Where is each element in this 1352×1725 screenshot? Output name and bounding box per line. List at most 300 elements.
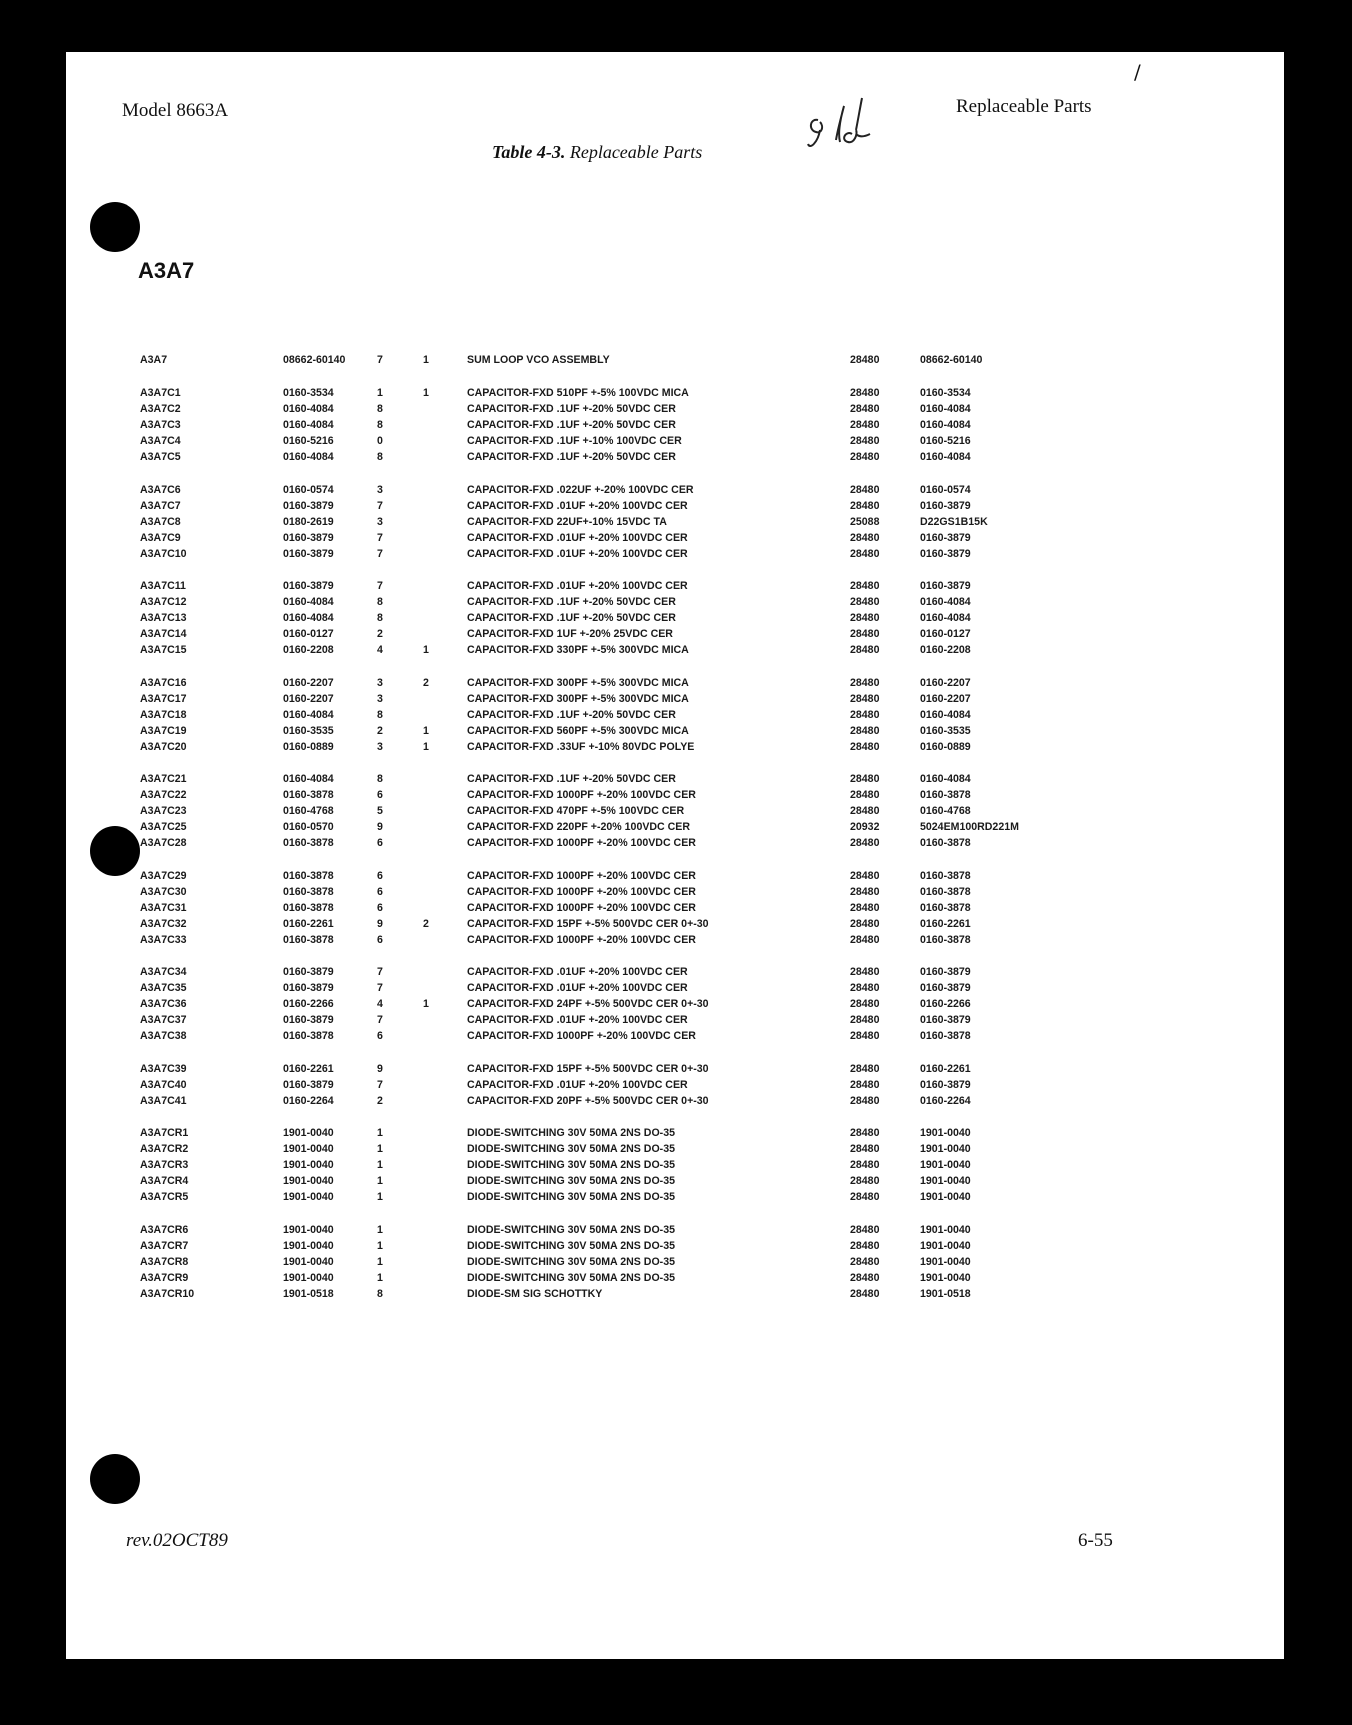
mfr-part-number: 1901-0040 — [920, 1159, 971, 1171]
mfr-code: 28480 — [850, 676, 880, 689]
mfr-code: 28480 — [850, 724, 880, 737]
mfr-code: 28480 — [850, 1094, 880, 1107]
reference-designator: A3A7C25 — [140, 821, 187, 833]
mfr-part-number: 1901-0040 — [920, 1127, 971, 1139]
description: CAPACITOR-FXD .01UF +-20% 100VDC CER — [467, 499, 688, 512]
reference-designator: A3A7C34 — [140, 966, 187, 978]
mfr-code: 28480 — [850, 1287, 880, 1300]
check-digit: 1 — [377, 1271, 383, 1284]
description: CAPACITOR-FXD 470PF +-5% 100VDC CER — [467, 805, 685, 817]
reference-designator: A3A7C18 — [140, 708, 187, 721]
mfr-part-number: 0160-3879 — [920, 499, 971, 512]
description: CAPACITOR-FXD 300PF +-5% 300VDC MICA — [467, 692, 689, 705]
description: DIODE-SWITCHING 30V 50MA 2NS DO-35 — [467, 1223, 675, 1236]
hp-part-number: 1901-0040 — [283, 1239, 334, 1252]
hp-part-number: 0160-3879 — [283, 547, 334, 560]
reference-designator: A3A7C10 — [140, 547, 187, 560]
mfr-part-number: 0160-3878 — [920, 1030, 971, 1042]
hp-part-number: 0160-3878 — [283, 837, 334, 849]
mfr-code: 28480 — [850, 499, 880, 512]
description: CAPACITOR-FXD .33UF +-10% 80VDC POLYE — [467, 740, 695, 753]
check-digit: 7 — [377, 966, 383, 978]
binder-hole — [90, 202, 140, 252]
quantity: 2 — [423, 917, 429, 930]
hp-part-number: 1901-0040 — [283, 1223, 334, 1236]
hp-part-number: 0160-4768 — [283, 805, 334, 817]
description: CAPACITOR-FXD 24PF +-5% 500VDC CER 0+-30 — [467, 998, 709, 1010]
description: DIODE-SWITCHING 30V 50MA 2NS DO-35 — [467, 1127, 675, 1139]
mfr-code: 28480 — [850, 1271, 880, 1284]
check-digit: 1 — [377, 1127, 383, 1139]
description: CAPACITOR-FXD .1UF +-20% 50VDC CER — [467, 419, 676, 431]
check-digit: 6 — [377, 1030, 383, 1042]
reference-designator: A3A7C8 — [140, 515, 181, 528]
description: CAPACITOR-FXD .01UF +-20% 100VDC CER — [467, 580, 688, 592]
mfr-code: 28480 — [850, 644, 880, 656]
mfr-code: 20932 — [850, 821, 880, 833]
hp-part-number: 08662-60140 — [283, 354, 346, 366]
hp-part-number: 1901-0040 — [283, 1175, 334, 1187]
mfr-part-number: 1901-0040 — [920, 1255, 971, 1268]
reference-designator: A3A7C7 — [140, 499, 181, 512]
hp-part-number: 0160-3879 — [283, 531, 334, 544]
hp-part-number: 0160-2208 — [283, 644, 334, 656]
hp-part-number: 0160-3879 — [283, 1078, 334, 1091]
mfr-code: 28480 — [850, 1223, 880, 1236]
mfr-part-number: 0160-2208 — [920, 644, 971, 656]
hp-part-number: 0160-4084 — [283, 419, 334, 431]
hp-part-number: 0160-3878 — [283, 869, 334, 882]
mfr-part-number: 0160-3878 — [920, 901, 971, 914]
description: CAPACITOR-FXD .1UF +-20% 50VDC CER — [467, 451, 676, 463]
mfr-part-number: 0160-4084 — [920, 596, 971, 608]
mfr-code: 28480 — [850, 1143, 880, 1155]
mfr-part-number: D22GS1B15K — [920, 515, 988, 528]
description: DIODE-SWITCHING 30V 50MA 2NS DO-35 — [467, 1239, 675, 1252]
mfr-code: 28480 — [850, 387, 880, 399]
description: CAPACITOR-FXD 220PF +-20% 100VDC CER — [467, 821, 691, 833]
reference-designator: A3A7C35 — [140, 982, 187, 994]
hp-part-number: 0160-0127 — [283, 628, 334, 640]
reference-designator: A3A7C32 — [140, 917, 187, 930]
check-digit: 8 — [377, 596, 383, 608]
binder-hole — [90, 1454, 140, 1504]
reference-designator: A3A7C41 — [140, 1094, 187, 1107]
reference-designator: A3A7C39 — [140, 1062, 187, 1075]
check-digit: 6 — [377, 789, 383, 801]
mfr-code: 28480 — [850, 403, 880, 415]
description: CAPACITOR-FXD 15PF +-5% 500VDC CER 0+-30 — [467, 917, 709, 930]
check-digit: 7 — [377, 531, 383, 544]
reference-designator: A3A7C38 — [140, 1030, 187, 1042]
section-header: Replaceable Parts — [956, 96, 1092, 117]
hp-part-number: 0160-2261 — [283, 1062, 334, 1075]
reference-designator: A3A7C12 — [140, 596, 187, 608]
check-digit: 6 — [377, 885, 383, 898]
description: CAPACITOR-FXD .01UF +-20% 100VDC CER — [467, 1078, 688, 1091]
check-digit: 4 — [377, 644, 383, 656]
description: CAPACITOR-FXD .1UF +-20% 50VDC CER — [467, 708, 676, 721]
mfr-part-number: 0160-3879 — [920, 547, 971, 560]
mfr-code: 28480 — [850, 1127, 880, 1139]
reference-designator: A3A7C23 — [140, 805, 187, 817]
mfr-code: 28480 — [850, 596, 880, 608]
check-digit: 1 — [377, 1255, 383, 1268]
reference-designator: A3A7CR2 — [140, 1143, 189, 1155]
mfr-code: 28480 — [850, 1159, 880, 1171]
description: CAPACITOR-FXD 1000PF +-20% 100VDC CER — [467, 1030, 696, 1042]
section-title: A3A7 — [138, 258, 195, 283]
description: CAPACITOR-FXD 1000PF +-20% 100VDC CER — [467, 885, 696, 898]
reference-designator: A3A7 — [140, 354, 168, 366]
quantity: 1 — [423, 740, 429, 753]
check-digit: 8 — [377, 1287, 383, 1300]
mfr-part-number: 0160-4084 — [920, 773, 971, 785]
mfr-part-number: 0160-4084 — [920, 419, 971, 431]
description: CAPACITOR-FXD .01UF +-20% 100VDC CER — [467, 982, 688, 994]
table-title — [492, 142, 702, 163]
mfr-code: 28480 — [850, 901, 880, 914]
mfr-part-number: 1901-0040 — [920, 1271, 971, 1284]
reference-designator: A3A7CR5 — [140, 1191, 189, 1203]
mfr-part-number: 0160-3878 — [920, 869, 971, 882]
description: DIODE-SWITCHING 30V 50MA 2NS DO-35 — [467, 1255, 675, 1268]
description: DIODE-SWITCHING 30V 50MA 2NS DO-35 — [467, 1271, 675, 1284]
reference-designator: A3A7C3 — [140, 419, 181, 431]
mfr-part-number: 0160-3879 — [920, 966, 971, 978]
mfr-code: 28480 — [850, 805, 880, 817]
reference-designator: A3A7C31 — [140, 901, 187, 914]
mfr-part-number: 0160-4084 — [920, 708, 971, 721]
reference-designator: A3A7C19 — [140, 724, 187, 737]
hp-part-number: 0160-2266 — [283, 998, 334, 1010]
reference-designator: A3A7C5 — [140, 451, 181, 463]
mfr-code: 28480 — [850, 933, 880, 946]
mfr-part-number: 0160-4768 — [920, 805, 971, 817]
reference-designator: A3A7CR7 — [140, 1239, 189, 1252]
mfr-part-number: 0160-5216 — [920, 435, 971, 447]
model-header: Model 8663A — [122, 100, 229, 121]
check-digit: 1 — [377, 1159, 383, 1171]
hp-part-number: 0160-4084 — [283, 403, 334, 415]
check-digit: 3 — [377, 515, 383, 528]
mfr-part-number: 1901-0040 — [920, 1143, 971, 1155]
mfr-code: 28480 — [850, 708, 880, 721]
reference-designator: A3A7C6 — [140, 483, 181, 496]
document-page — [66, 52, 1284, 1659]
mfr-code: 28480 — [850, 789, 880, 801]
mfr-part-number: 0160-3878 — [920, 837, 971, 849]
check-digit: 2 — [377, 724, 383, 737]
check-digit: 7 — [377, 580, 383, 592]
mfr-code: 28480 — [850, 692, 880, 705]
mfr-code: 28480 — [850, 1078, 880, 1091]
description: CAPACITOR-FXD 1000PF +-20% 100VDC CER — [467, 837, 696, 849]
description: DIODE-SM SIG SCHOTTKY — [467, 1287, 603, 1300]
check-digit: 6 — [377, 901, 383, 914]
description: DIODE-SWITCHING 30V 50MA 2NS DO-35 — [467, 1143, 675, 1155]
description: CAPACITOR-FXD 22UF+-10% 15VDC TA — [467, 515, 667, 528]
reference-designator: A3A7C17 — [140, 692, 187, 705]
check-digit: 3 — [377, 740, 383, 753]
reference-designator: A3A7C37 — [140, 1014, 187, 1026]
check-digit: 6 — [377, 869, 383, 882]
reference-designator: A3A7C9 — [140, 531, 181, 544]
check-digit: 8 — [377, 773, 383, 785]
reference-designator: A3A7CR1 — [140, 1127, 189, 1139]
hp-part-number: 0160-2207 — [283, 692, 334, 705]
description: CAPACITOR-FXD 510PF +-5% 100VDC MICA — [467, 387, 689, 399]
reference-designator: A3A7C15 — [140, 644, 187, 656]
check-digit: 7 — [377, 354, 383, 366]
mfr-part-number: 0160-3878 — [920, 789, 971, 801]
description: CAPACITOR-FXD .1UF +-20% 50VDC CER — [467, 612, 676, 624]
mfr-code: 28480 — [850, 1175, 880, 1187]
check-digit: 5 — [377, 805, 383, 817]
mfr-code: 28480 — [850, 435, 880, 447]
check-digit: 8 — [377, 419, 383, 431]
quantity: 1 — [423, 644, 429, 656]
description: CAPACITOR-FXD 1000PF +-20% 100VDC CER — [467, 933, 696, 946]
mfr-code: 28480 — [850, 1191, 880, 1203]
mfr-part-number: 5024EM100RD221M — [920, 821, 1019, 833]
hp-part-number: 0160-4084 — [283, 451, 334, 463]
check-digit: 3 — [377, 676, 383, 689]
check-digit: 9 — [377, 821, 383, 833]
description: CAPACITOR-FXD .022UF +-20% 100VDC CER — [467, 483, 694, 496]
reference-designator: A3A7CR4 — [140, 1175, 189, 1187]
check-digit: 9 — [377, 1062, 383, 1075]
description: CAPACITOR-FXD 1000PF +-20% 100VDC CER — [467, 869, 696, 882]
page-number: 6-55 — [1078, 1530, 1113, 1551]
reference-designator: A3A7CR3 — [140, 1159, 189, 1171]
description: CAPACITOR-FXD 1UF +-20% 25VDC CER — [467, 628, 673, 640]
reference-designator: A3A7C21 — [140, 773, 187, 785]
description: DIODE-SWITCHING 30V 50MA 2NS DO-35 — [467, 1175, 675, 1187]
reference-designator: A3A7C28 — [140, 837, 187, 849]
mfr-part-number: 0160-3534 — [920, 387, 971, 399]
hp-part-number: 0160-3878 — [283, 1030, 334, 1042]
reference-designator: A3A7C20 — [140, 740, 187, 753]
check-digit: 7 — [377, 1078, 383, 1091]
hp-part-number: 1901-0040 — [283, 1127, 334, 1139]
mfr-part-number: 0160-2264 — [920, 1094, 971, 1107]
mfr-part-number: 1901-0040 — [920, 1175, 971, 1187]
mfr-part-number: 0160-0889 — [920, 740, 971, 753]
hp-part-number: 0160-3879 — [283, 499, 334, 512]
check-digit: 0 — [377, 435, 383, 447]
binder-hole — [90, 826, 140, 876]
check-digit: 2 — [377, 1094, 383, 1107]
mfr-code: 28480 — [850, 483, 880, 496]
check-digit: 8 — [377, 612, 383, 624]
reference-designator: A3A7C2 — [140, 403, 181, 415]
mfr-part-number: 0160-3879 — [920, 982, 971, 994]
hp-part-number: 0160-3878 — [283, 789, 334, 801]
reference-designator: A3A7C4 — [140, 435, 181, 447]
mfr-code: 28480 — [850, 451, 880, 463]
mfr-code: 28480 — [850, 1239, 880, 1252]
hp-part-number: 0160-4084 — [283, 596, 334, 608]
quantity: 1 — [423, 998, 429, 1010]
reference-designator: A3A7CR8 — [140, 1255, 189, 1268]
hp-part-number: 0160-4084 — [283, 773, 334, 785]
check-digit: 2 — [377, 628, 383, 640]
check-digit: 1 — [377, 1143, 383, 1155]
mfr-part-number: 1901-0518 — [920, 1287, 971, 1300]
hp-part-number: 1901-0040 — [283, 1255, 334, 1268]
mfr-part-number: 0160-4084 — [920, 403, 971, 415]
mfr-part-number: 0160-2261 — [920, 1062, 971, 1075]
hp-part-number: 0160-5216 — [283, 435, 334, 447]
reference-designator: A3A7C29 — [140, 869, 187, 882]
revision-footer: rev.02OCT89 — [126, 1530, 228, 1551]
mfr-part-number: 08662-60140 — [920, 354, 983, 366]
description: CAPACITOR-FXD 1000PF +-20% 100VDC CER — [467, 901, 696, 914]
description: CAPACITOR-FXD .1UF +-20% 50VDC CER — [467, 773, 676, 785]
mfr-code: 28480 — [850, 1255, 880, 1268]
mfr-code: 28480 — [850, 966, 880, 978]
hp-part-number: 0160-2261 — [283, 917, 334, 930]
mfr-part-number: 0160-3879 — [920, 1014, 971, 1026]
description: CAPACITOR-FXD .1UF +-20% 50VDC CER — [467, 403, 676, 415]
mfr-code: 28480 — [850, 998, 880, 1010]
pen-mark: / — [1134, 60, 1141, 84]
check-digit: 3 — [377, 483, 383, 496]
check-digit: 8 — [377, 451, 383, 463]
mfr-part-number: 0160-3535 — [920, 724, 971, 737]
check-digit: 6 — [377, 837, 383, 849]
mfr-part-number: 0160-3879 — [920, 580, 971, 592]
hp-part-number: 0160-3879 — [283, 966, 334, 978]
description: CAPACITOR-FXD 330PF +-5% 300VDC MICA — [467, 644, 689, 656]
mfr-part-number: 0160-2207 — [920, 676, 971, 689]
mfr-part-number: 1901-0040 — [920, 1223, 971, 1236]
mfr-code: 28480 — [850, 547, 880, 560]
mfr-code: 28480 — [850, 1030, 880, 1042]
check-digit: 9 — [377, 917, 383, 930]
mfr-part-number: 0160-2207 — [920, 692, 971, 705]
check-digit: 7 — [377, 547, 383, 560]
description: CAPACITOR-FXD 1000PF +-20% 100VDC CER — [467, 789, 696, 801]
hp-part-number: 0160-2207 — [283, 676, 334, 689]
check-digit: 8 — [377, 708, 383, 721]
check-digit: 1 — [377, 1175, 383, 1187]
hp-part-number: 0160-3879 — [283, 1014, 334, 1026]
hp-part-number: 1901-0518 — [283, 1287, 334, 1300]
hp-part-number: 0180-2619 — [283, 515, 334, 528]
mfr-part-number: 0160-3879 — [920, 531, 971, 544]
mfr-code: 28480 — [850, 531, 880, 544]
reference-designator: A3A7C16 — [140, 676, 187, 689]
check-digit: 4 — [377, 998, 383, 1010]
mfr-code: 28480 — [850, 740, 880, 753]
check-digit: 3 — [377, 692, 383, 705]
reference-designator: A3A7C1 — [140, 387, 181, 399]
hp-part-number: 1901-0040 — [283, 1159, 334, 1171]
hp-part-number: 0160-3879 — [283, 982, 334, 994]
mfr-code: 28480 — [850, 612, 880, 624]
reference-designator: A3A7CR6 — [140, 1223, 189, 1236]
reference-designator: A3A7C14 — [140, 628, 187, 640]
reference-designator: A3A7C40 — [140, 1078, 187, 1091]
check-digit: 1 — [377, 1191, 383, 1203]
check-digit: 8 — [377, 403, 383, 415]
check-digit: 7 — [377, 1014, 383, 1026]
table-title-number: Table 4-3. — [492, 142, 566, 162]
check-digit: 1 — [377, 1223, 383, 1236]
description: DIODE-SWITCHING 30V 50MA 2NS DO-35 — [467, 1191, 675, 1203]
mfr-code: 28480 — [850, 917, 880, 930]
reference-designator: A3A7C11 — [140, 580, 186, 592]
hp-part-number: 1901-0040 — [283, 1271, 334, 1284]
mfr-code: 28480 — [850, 982, 880, 994]
check-digit: 1 — [377, 1239, 383, 1252]
reference-designator: A3A7C36 — [140, 998, 187, 1010]
reference-designator: A3A7CR10 — [140, 1287, 195, 1300]
handwritten-mark — [800, 90, 910, 170]
hp-part-number: 0160-3534 — [283, 387, 334, 399]
hp-part-number: 0160-0574 — [283, 483, 334, 496]
description: CAPACITOR-FXD .01UF +-20% 100VDC CER — [467, 966, 688, 978]
mfr-part-number: 1901-0040 — [920, 1191, 971, 1203]
check-digit: 1 — [377, 387, 383, 399]
hp-part-number: 1901-0040 — [283, 1143, 334, 1155]
hp-part-number: 0160-0570 — [283, 821, 334, 833]
hp-part-number: 1901-0040 — [283, 1191, 334, 1203]
mfr-code: 28480 — [850, 1014, 880, 1026]
hp-part-number: 0160-3878 — [283, 933, 334, 946]
mfr-code: 28480 — [850, 837, 880, 849]
mfr-code: 28480 — [850, 885, 880, 898]
mfr-code: 28480 — [850, 1062, 880, 1075]
description: CAPACITOR-FXD .01UF +-20% 100VDC CER — [467, 1014, 688, 1026]
hp-part-number: 0160-3879 — [283, 580, 334, 592]
hp-part-number: 0160-3878 — [283, 901, 334, 914]
description: CAPACITOR-FXD .1UF +-20% 50VDC CER — [467, 596, 676, 608]
hp-part-number: 0160-3878 — [283, 885, 334, 898]
mfr-code: 28480 — [850, 773, 880, 785]
quantity: 1 — [423, 354, 429, 366]
description: CAPACITOR-FXD 300PF +-5% 300VDC MICA — [467, 676, 689, 689]
mfr-code: 28480 — [850, 354, 880, 366]
mfr-code: 28480 — [850, 869, 880, 882]
check-digit: 7 — [377, 982, 383, 994]
description: CAPACITOR-FXD .01UF +-20% 100VDC CER — [467, 547, 688, 560]
quantity: 2 — [423, 676, 429, 689]
mfr-part-number: 0160-3879 — [920, 1078, 971, 1091]
mfr-part-number: 0160-2266 — [920, 998, 971, 1010]
mfr-part-number: 0160-0127 — [920, 628, 971, 640]
mfr-code: 28480 — [850, 628, 880, 640]
check-digit: 6 — [377, 933, 383, 946]
mfr-part-number: 0160-3878 — [920, 933, 971, 946]
hp-part-number: 0160-0889 — [283, 740, 334, 753]
description: CAPACITOR-FXD 15PF +-5% 500VDC CER 0+-30 — [467, 1062, 709, 1075]
reference-designator: A3A7CR9 — [140, 1271, 189, 1284]
hp-part-number: 0160-4084 — [283, 708, 334, 721]
mfr-part-number: 0160-0574 — [920, 483, 971, 496]
description: SUM LOOP VCO ASSEMBLY — [467, 354, 610, 366]
reference-designator: A3A7C33 — [140, 933, 187, 946]
mfr-code: 28480 — [850, 580, 880, 592]
hp-part-number: 0160-2264 — [283, 1094, 334, 1107]
hp-part-number: 0160-4084 — [283, 612, 334, 624]
table-title-text: Replaceable Parts — [565, 142, 703, 162]
mfr-part-number: 0160-4084 — [920, 612, 971, 624]
description: DIODE-SWITCHING 30V 50MA 2NS DO-35 — [467, 1159, 675, 1171]
reference-designator: A3A7C13 — [140, 612, 187, 624]
